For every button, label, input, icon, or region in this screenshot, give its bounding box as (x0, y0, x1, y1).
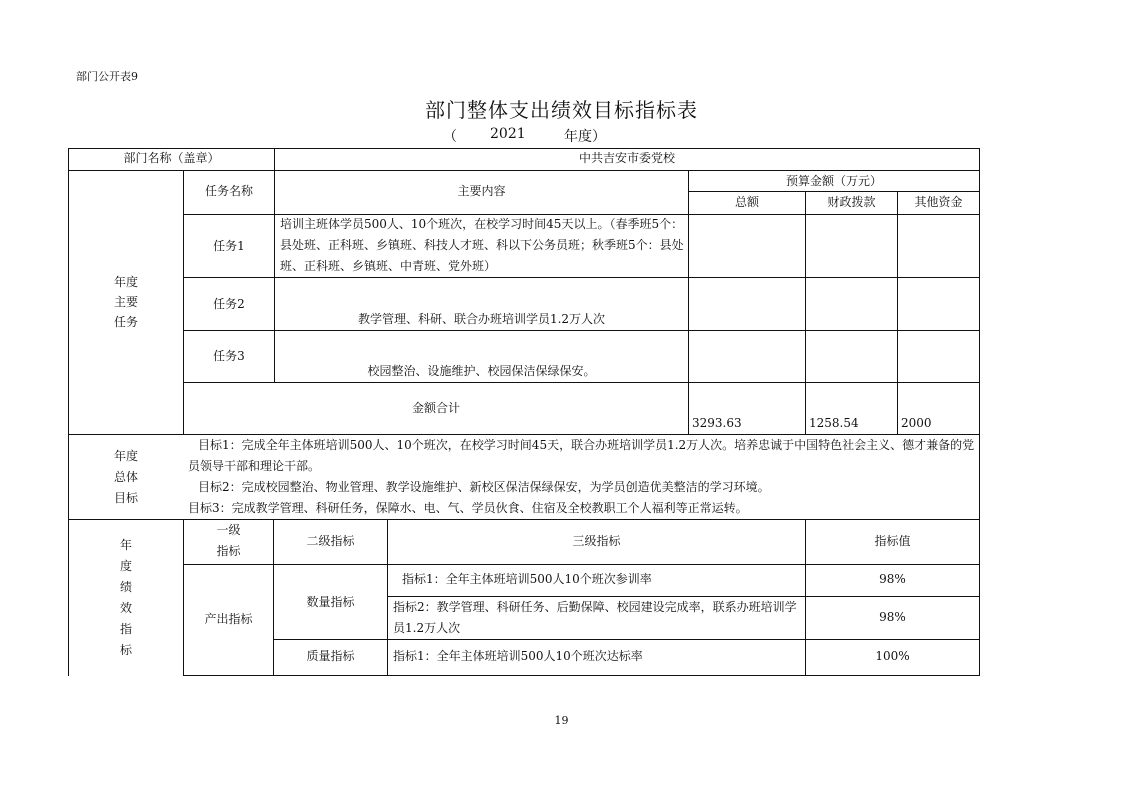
col-main-content: 主要内容 (457, 184, 506, 198)
task-content-1: 培训主班体学员500人、10个班次，在校学习时间45天以上。（春季班5个：县处班、正科班、乡镇班、科技人才班、科以下公务员班；秋季班5个：县处班、正科班、乡镇班、中青班、党外班） (280, 217, 684, 273)
indicator-row-2-text: 指标2：教学管理、科研任务、后勤保障、校园建设完成率，联系办班培训学员1.2万人次 (393, 600, 797, 635)
indicator-row-1-value: 98% (879, 572, 906, 586)
level2-quantity: 数量指标 (306, 595, 355, 609)
goals-row-label: 年度 总体 目标 (113, 449, 138, 505)
sum-total: 3293.63 (692, 416, 742, 430)
col-level2: 二级指标 (306, 534, 355, 548)
sum-label: 金额合计 (411, 401, 460, 415)
col-level3: 三级指标 (572, 534, 621, 548)
year-suffix: 年度） (564, 129, 606, 145)
level2-quality: 质量指标 (306, 649, 355, 663)
indicator-row-3-text: 指标1：全年主体班培训500人10个班次达标率 (393, 649, 643, 663)
task-content-3: 校园整治、设施维护、校园保洁保绿保安。 (367, 364, 596, 378)
goal-3: 目标3：完成教学管理、科研任务，保障水、电、气、学员伙食、住宿及全校教职工个人福利等正常运转。 (188, 501, 748, 515)
indicator-row-1-text: 指标1：全年主体班培训500人10个班次参训率 (402, 572, 652, 586)
col-fiscal: 财政拨款 (827, 195, 876, 209)
goal-2: 目标2：完成校园整治、物业管理、教学设施维护、新校区保洁保绿保安，为学员创造优美整洁的学习环境。 (198, 480, 770, 494)
col-total: 总额 (734, 195, 759, 209)
tasks-row-label: 年度 主要 任务 (113, 275, 138, 329)
page-number: 19 (554, 714, 569, 727)
task-name-3: 任务3 (213, 349, 245, 363)
indicator-row-3-value: 100% (875, 649, 910, 663)
budget-header: 预算金额（万元） (785, 174, 882, 188)
level1-output: 产出指标 (204, 612, 253, 626)
indicators-row-label: 年 度 绩 效 指 标 (119, 538, 132, 657)
dept-value: 中共吉安市委党校 (578, 151, 675, 165)
task-name-1: 任务1 (213, 239, 245, 253)
sum-fiscal: 1258.54 (809, 416, 859, 430)
sum-other: 2000 (901, 416, 932, 430)
task-name-2: 任务2 (213, 297, 245, 311)
col-level1: 一级 指标 (216, 523, 241, 558)
task-content-2: 教学管理、科研、联合办班培训学员1.2万人次 (357, 312, 606, 326)
year-open-paren: （ (443, 129, 457, 145)
dept-label: 部门名称（盖章） (123, 151, 220, 165)
goal-1: 目标1：完成全年主体班培训500人、10个班次，在校学习时间45天，联合办班培训学员1.2万人次。培养忠诚于中国特色社会主义、德才兼备的党员领导干部和理论干部。 (188, 438, 975, 473)
col-task-name: 任务名称 (204, 184, 253, 198)
col-other: 其他资金 (914, 195, 963, 209)
year-value: 2021 (490, 126, 526, 142)
col-indicator-value: 指标值 (874, 534, 911, 548)
indicator-row-2-value: 98% (879, 610, 906, 624)
page-title: 部门整体支出绩效目标指标表 (425, 98, 698, 122)
doc-label: 部门公开表9 (76, 70, 138, 83)
